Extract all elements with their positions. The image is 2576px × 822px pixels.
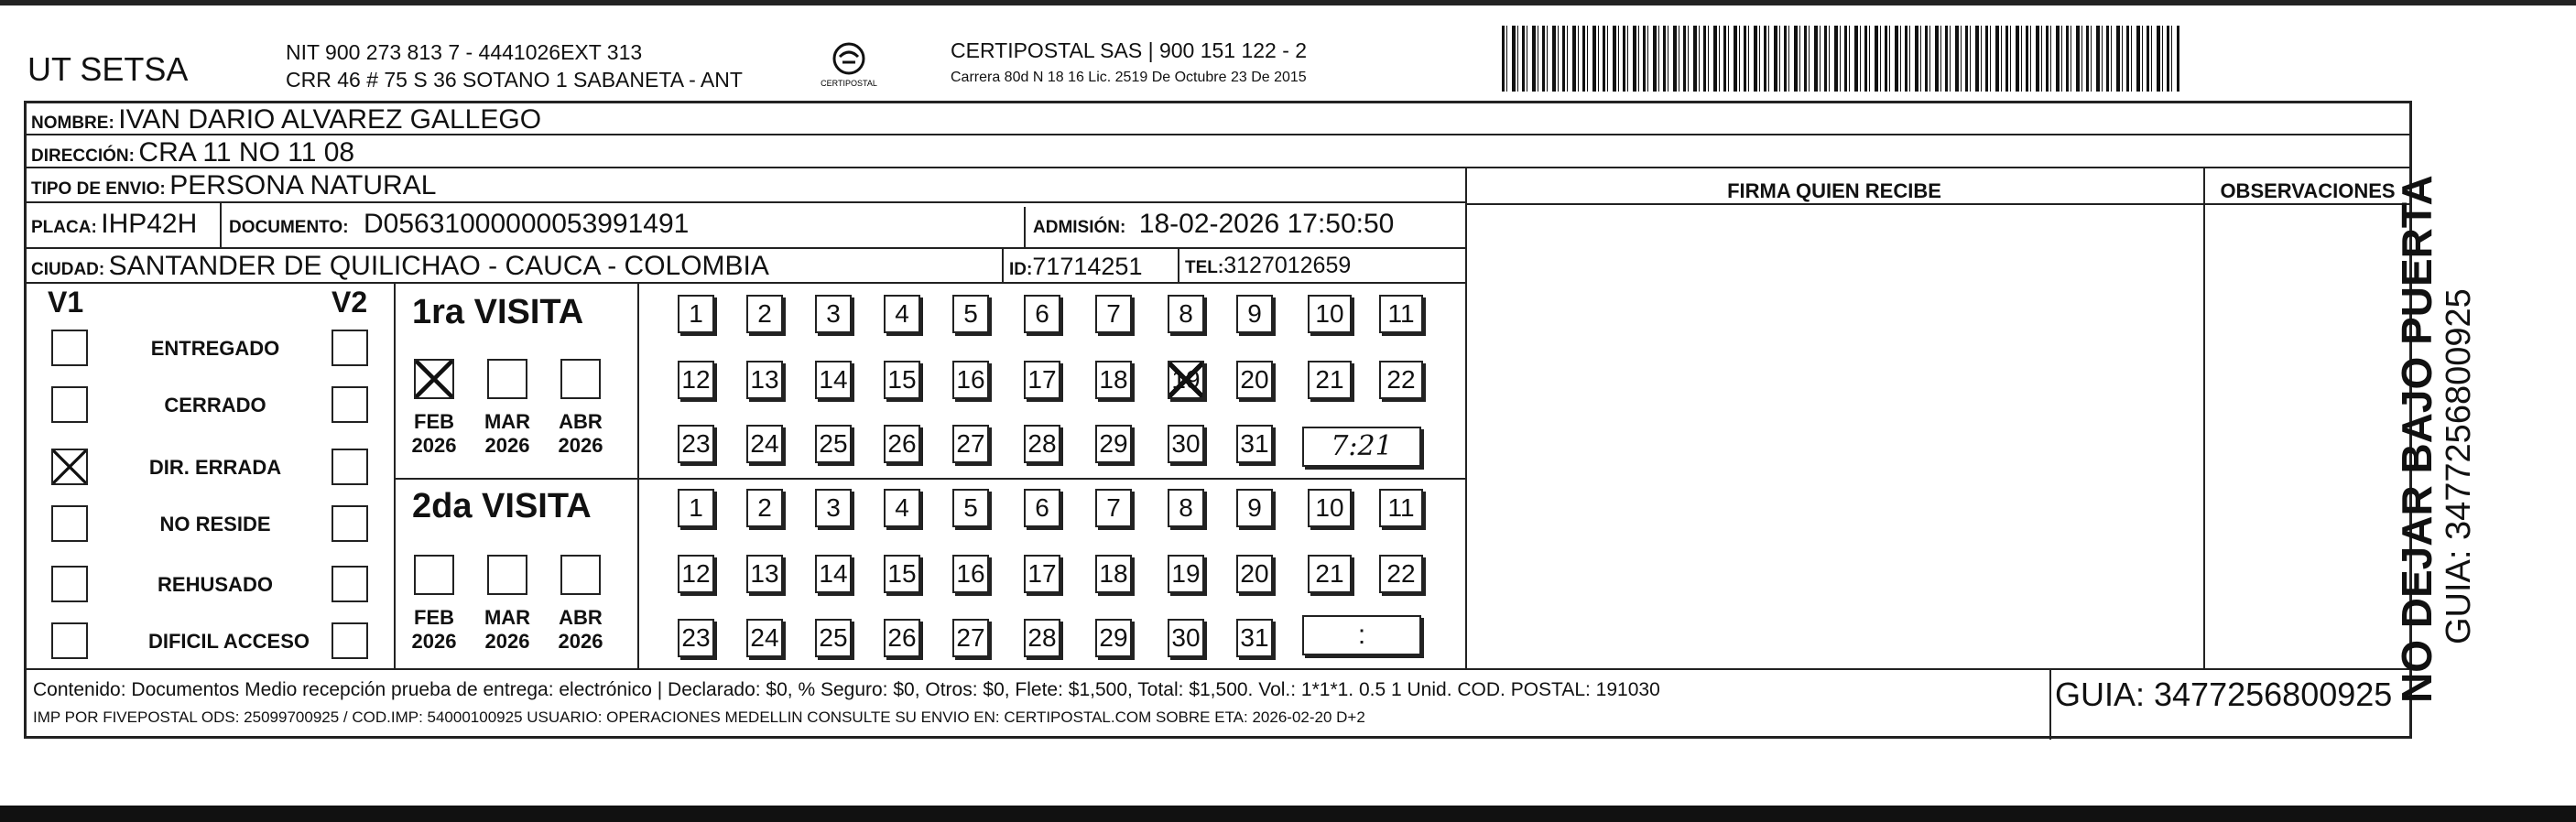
col-line — [1465, 167, 1467, 668]
visit2-month-abr-label: ABR 2026 — [558, 606, 603, 653]
visit1-day-box[interactable]: 21 — [1308, 361, 1352, 399]
status-label: REHUSADO — [158, 573, 273, 596]
visit1-month-mar-label: MAR 2026 — [484, 410, 531, 457]
observaciones-header: OBSERVACIONES — [2220, 179, 2396, 202]
barcode — [1502, 26, 2179, 92]
documento-value: D05631000000053991491 — [364, 209, 690, 239]
col-line — [220, 201, 222, 247]
v1-header: V1 — [48, 286, 84, 319]
visit1-day-box[interactable]: 7 — [1095, 295, 1132, 333]
id-label: ID: — [1009, 260, 1033, 279]
row-line — [1465, 203, 2412, 205]
row-line — [24, 247, 1465, 249]
visit2-day-box[interactable]: 9 — [1236, 489, 1273, 527]
visit2-month-mar-label: MAR 2026 — [484, 606, 531, 653]
col-line — [394, 282, 396, 668]
visit2-day-box[interactable]: 19 — [1168, 555, 1204, 593]
ciudad-label: CIUDAD: — [31, 260, 105, 279]
visit2-day-box[interactable]: 1 — [678, 489, 714, 527]
visit2-day-box[interactable]: 28 — [1024, 619, 1060, 657]
visit-divider — [394, 478, 1465, 480]
tipo-row — [31, 170, 436, 201]
v2-no-reside-checkbox[interactable] — [332, 505, 368, 542]
visit2-day-box[interactable]: 8 — [1168, 489, 1204, 527]
visit1-day-box[interactable]: 4 — [884, 295, 920, 333]
admision-cell — [1033, 209, 1394, 240]
visit2-day-box[interactable]: 7 — [1095, 489, 1132, 527]
status-label: DIR. ERRADA — [148, 456, 282, 479]
cert-info: CERTIPOSTAL SAS | 900 151 122 - 2 — [951, 38, 1308, 62]
side-guia-number: GUIA: 3477256800925 — [2440, 288, 2478, 644]
tipo-value: PERSONA NATURAL — [169, 170, 437, 200]
ciudad-value: SANTANDER DE QUILICHAO - CAUCA - COLOMBIA — [108, 251, 769, 281]
v1-cerrado-checkbox[interactable] — [51, 386, 88, 423]
visit1-day-box[interactable]: 13 — [746, 361, 783, 399]
v2-dificil-acceso-checkbox[interactable] — [332, 622, 368, 659]
visit2-day-box[interactable]: 29 — [1095, 619, 1132, 657]
visit2-day-box[interactable]: 12 — [678, 555, 714, 593]
visit2-day-box[interactable]: 25 — [815, 619, 852, 657]
visit1-day-box[interactable]: 19 — [1168, 361, 1204, 399]
tel-value: 3127012659 — [1223, 253, 1352, 278]
col-line — [637, 282, 639, 668]
visit1-day-box[interactable]: 17 — [1024, 361, 1060, 399]
col-line — [1024, 207, 1026, 247]
visit2-day-box[interactable]: 24 — [746, 619, 783, 657]
content-details: Contenido: Documentos Medio recepción prueba de entrega: electrónico | Declarado: $0, % Seguro: $0, Otros: $0, Flete: $1,500, Total: $1,500. Vol.: 1*1*1. 0.5 1 Unid. COD. POSTAL: 191030 — [33, 679, 1660, 700]
visit2-day-box[interactable]: 27 — [952, 619, 989, 657]
nombre-row — [31, 104, 541, 135]
visit2-day-box[interactable]: 21 — [1308, 555, 1352, 593]
id-cell — [1009, 253, 1142, 281]
visit2-day-box[interactable]: 11 — [1379, 489, 1423, 527]
col-line — [2203, 167, 2205, 668]
visit1-day-box[interactable]: 29 — [1095, 425, 1132, 463]
visit1-month-abr-box[interactable] — [560, 359, 601, 399]
visit2-month-feb-box[interactable] — [414, 555, 454, 595]
visit1-day-box[interactable]: 28 — [1024, 425, 1060, 463]
admision-label: ADMISIÓN: — [1033, 218, 1126, 237]
documento-cell — [229, 209, 689, 240]
status-label: NO RESIDE — [159, 513, 271, 535]
col-line — [1178, 247, 1179, 282]
no-dejar-warning: NO DEJAR BAJO PUERTA — [2393, 175, 2440, 703]
v2-dir-errada-checkbox[interactable] — [332, 449, 368, 485]
status-label: ENTREGADO — [150, 337, 280, 360]
visit2-day-box[interactable]: 20 — [1236, 555, 1273, 593]
visit2-time-box[interactable]: : — [1302, 615, 1421, 655]
visit1-day-box[interactable]: 24 — [746, 425, 783, 463]
logo-text: CERTIPOSTAL — [821, 79, 877, 88]
visit1-day-box[interactable]: 18 — [1095, 361, 1132, 399]
visit2-day-box[interactable]: 23 — [678, 619, 714, 657]
visit1-time-box[interactable]: 7:21 — [1302, 427, 1421, 467]
print-details: IMP POR FIVEPOSTAL ODS: 25099700925 / COD.IMP: 54000100925 USUARIO: OPERACIONES MEDELLIN CONSULTE SU ENVIO EN: CERTIPOSTAL.COM SOBRE ETA: 2026-02-20 D+2 — [33, 708, 1365, 726]
status-label: DIFICIL ACCESO — [147, 630, 310, 653]
visit1-day-box[interactable]: 2 — [746, 295, 783, 333]
documento-label: DOCUMENTO: — [229, 218, 349, 237]
visit2-day-box[interactable]: 30 — [1168, 619, 1204, 657]
cert-license: Carrera 80d N 18 16 Lic. 2519 De Octubre 23 De 2015 — [951, 70, 1307, 85]
visit2-day-box[interactable]: 10 — [1308, 489, 1352, 527]
visit2-title: 2da VISITA — [412, 487, 592, 525]
visit1-day-box[interactable]: 31 — [1236, 425, 1273, 463]
firma-header: FIRMA QUIEN RECIBE — [1727, 179, 1941, 202]
visit2-day-box[interactable]: 16 — [952, 555, 989, 593]
visit1-day-box[interactable]: 3 — [815, 295, 852, 333]
v2-header: V2 — [332, 286, 368, 319]
visit1-day-box[interactable]: 26 — [884, 425, 920, 463]
visit2-day-box[interactable]: 31 — [1236, 619, 1273, 657]
top-border — [0, 0, 2576, 5]
tipo-label: TIPO DE ENVIO: — [31, 179, 166, 199]
nombre-value: IVAN DARIO ALVAREZ GALLEGO — [118, 104, 542, 135]
certipostal-logo — [808, 38, 890, 97]
bottom-border — [0, 806, 2576, 822]
visit1-title: 1ra VISITA — [412, 293, 584, 331]
placa-cell — [31, 209, 197, 240]
visit2-month-mar-box[interactable] — [487, 555, 527, 595]
visit1-day-box[interactable]: 11 — [1379, 295, 1423, 333]
v1-dificil-acceso-checkbox[interactable] — [51, 622, 88, 659]
admision-value: 18-02-2026 17:50:50 — [1138, 209, 1395, 239]
visit2-month-feb-label: FEB 2026 — [411, 606, 457, 653]
direccion-label: DIRECCIÓN: — [31, 146, 135, 166]
visit1-day-box[interactable]: 22 — [1379, 361, 1423, 399]
v2-rehusado-checkbox[interactable] — [332, 566, 368, 602]
row-line — [24, 282, 1465, 284]
visit2-day-box[interactable]: 15 — [884, 555, 920, 593]
visit2-day-box[interactable]: 17 — [1024, 555, 1060, 593]
row-line — [24, 167, 2412, 168]
visit1-day-box[interactable]: 9 — [1236, 295, 1273, 333]
logo-icon — [808, 38, 890, 97]
visit1-day-box[interactable]: 16 — [952, 361, 989, 399]
direccion-row — [31, 137, 354, 168]
row-line — [24, 201, 1465, 203]
direccion-value: CRA 11 NO 11 08 — [138, 137, 355, 168]
tel-label: TEL: — [1185, 258, 1224, 277]
footer-line — [24, 668, 2412, 670]
v2-entregado-checkbox[interactable] — [332, 330, 368, 366]
visit2-day-box[interactable]: 14 — [815, 555, 852, 593]
visit2-day-box[interactable]: 2 — [746, 489, 783, 527]
visit2-day-box[interactable]: 3 — [815, 489, 852, 527]
visit1-day-box[interactable]: 15 — [884, 361, 920, 399]
visit1-month-abr-label: ABR 2026 — [558, 410, 603, 457]
visit1-month-feb-label: FEB 2026 — [411, 410, 457, 457]
visit1-day-box[interactable]: 20 — [1236, 361, 1273, 399]
v1-rehusado-checkbox[interactable] — [51, 566, 88, 602]
visit2-day-box[interactable]: 6 — [1024, 489, 1060, 527]
visit1-day-box[interactable]: 1 — [678, 295, 714, 333]
v1-entregado-checkbox[interactable] — [51, 330, 88, 366]
guia-number: GUIA: 3477256800925 — [2055, 676, 2393, 713]
v1-no-reside-checkbox[interactable] — [51, 505, 88, 542]
visit1-month-mar-box[interactable] — [487, 359, 527, 399]
visit2-day-box[interactable]: 26 — [884, 619, 920, 657]
visit2-day-box[interactable]: 13 — [746, 555, 783, 593]
visit2-day-box[interactable]: 5 — [952, 489, 989, 527]
nit-line: NIT 900 273 813 7 - 4441026EXT 313 — [286, 40, 643, 64]
col-line — [1002, 247, 1004, 282]
visit2-day-box[interactable]: 4 — [884, 489, 920, 527]
visit2-month-abr-box[interactable] — [560, 555, 601, 595]
visit1-day-box[interactable]: 5 — [952, 295, 989, 333]
visit1-day-box[interactable]: 6 — [1024, 295, 1060, 333]
ciudad-cell — [31, 251, 769, 282]
address-line: CRR 46 # 75 S 36 SOTANO 1 SABANETA - ANT — [286, 68, 743, 92]
tel-cell — [1185, 253, 1351, 279]
visit1-day-box[interactable]: 23 — [678, 425, 714, 463]
visit1-day-box[interactable]: 30 — [1168, 425, 1204, 463]
visit2-day-box[interactable]: 22 — [1379, 555, 1423, 593]
placa-value: IHP42H — [101, 209, 198, 239]
visit2-day-box[interactable]: 18 — [1095, 555, 1132, 593]
placa-label: PLACA: — [31, 218, 97, 237]
visit1-day-box[interactable]: 12 — [678, 361, 714, 399]
visit1-day-box[interactable]: 14 — [815, 361, 852, 399]
visit1-day-box[interactable]: 8 — [1168, 295, 1204, 333]
v2-cerrado-checkbox[interactable] — [332, 386, 368, 423]
visit1-month-feb-box[interactable] — [414, 359, 454, 399]
nombre-label: NOMBRE: — [31, 114, 114, 133]
v1-dir-errada-checkbox[interactable] — [51, 449, 88, 485]
visit1-day-box[interactable]: 10 — [1308, 295, 1352, 333]
status-label: CERRADO — [164, 394, 266, 416]
visit1-day-box[interactable]: 27 — [952, 425, 989, 463]
visit1-day-box[interactable]: 25 — [815, 425, 852, 463]
id-value: 71714251 — [1032, 253, 1143, 280]
col-line — [2049, 668, 2051, 740]
company-name: UT SETSA — [27, 50, 189, 88]
company-info — [286, 38, 743, 93]
